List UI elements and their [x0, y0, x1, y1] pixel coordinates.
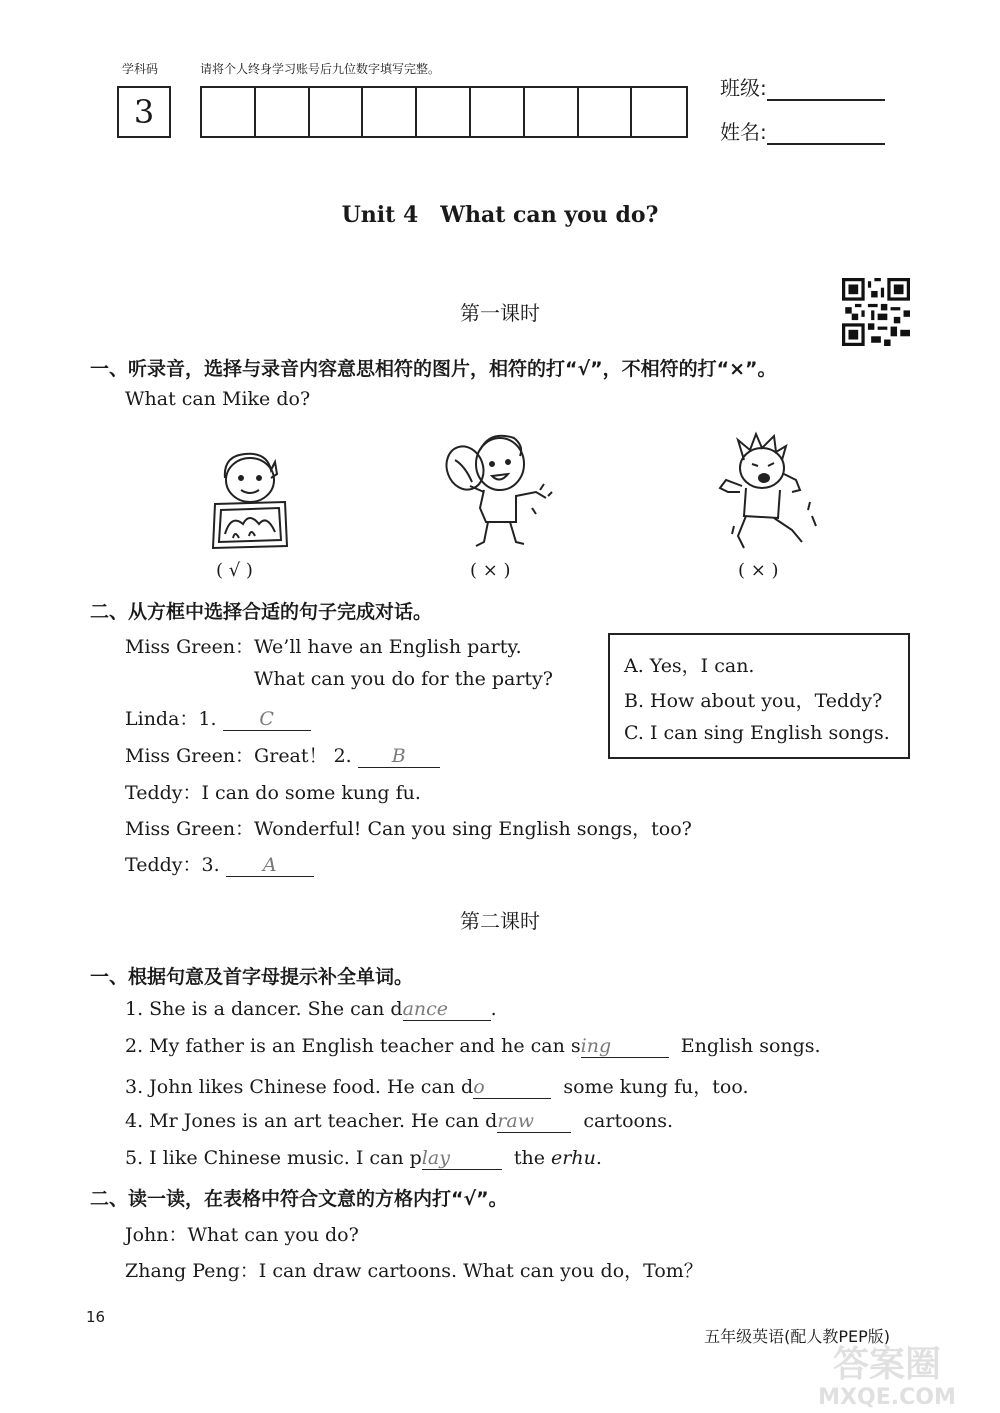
- word-item-text: 2. My father is an English teacher and he can s: [125, 1035, 581, 1057]
- word-blank-1[interactable]: ance: [403, 998, 491, 1021]
- word-item-3: [125, 1072, 748, 1099]
- answer-blank-3[interactable]: A: [226, 854, 314, 877]
- word-item-text: 5. I like Chinese music. I can p: [125, 1147, 422, 1169]
- answer-blank-2[interactable]: B: [358, 745, 440, 768]
- digit-box[interactable]: [310, 88, 364, 136]
- unit-title: Unit 4 What can you do?: [341, 202, 659, 228]
- dialogue-speaker-linda: Linda：1.: [125, 708, 217, 730]
- word-item-end: the: [513, 1147, 552, 1169]
- word-item-text: 1. She is a dancer. She can d: [125, 998, 403, 1020]
- word-item-period: .: [595, 1147, 602, 1169]
- answer-mark-2: ( × ): [470, 560, 511, 581]
- answer-blank-1[interactable]: C: [223, 708, 311, 731]
- erhu-word: erhu: [551, 1147, 596, 1169]
- answer-mark-3: ( × ): [738, 560, 779, 581]
- class-field[interactable]: [720, 72, 885, 101]
- word-item-end: some kung fu，too.: [563, 1076, 749, 1098]
- class-line[interactable]: [767, 81, 885, 101]
- name-label: 姓名:: [720, 120, 767, 144]
- dialogue-line-3: [125, 704, 311, 731]
- lesson2-title: 第二课时: [460, 909, 540, 933]
- lesson2-q2-title: 二、读一读，在表格中符合文意的方格内打“√”。: [90, 1188, 508, 1210]
- lesson2-q1-title: 一、根据句意及首字母提示补全单词。: [90, 966, 414, 988]
- boy-dancing-illustration: [440, 426, 555, 556]
- dialogue-line-2: What can you do for the party?: [254, 668, 553, 690]
- dialogue-line-7: [125, 850, 314, 877]
- lesson1-q2-title: 二、从方框中选择合适的句子完成对话。: [90, 601, 433, 623]
- account-number-boxes[interactable]: [200, 86, 688, 138]
- word-item-text: 3. John likes Chinese food. He can d: [125, 1076, 474, 1098]
- word-item-1: [125, 998, 497, 1021]
- class-label: 班级:: [720, 76, 767, 100]
- word-item-2: [125, 1035, 821, 1058]
- watermark-url: MXQE.COM: [818, 1385, 956, 1410]
- subject-code-label: 学科码: [122, 62, 159, 76]
- digit-box[interactable]: [579, 88, 633, 136]
- dialogue-line-5: Teddy：I can do some kung fu.: [125, 782, 421, 804]
- options-box: [608, 633, 910, 759]
- dialogue-speaker-teddy: Teddy：3.: [125, 854, 220, 876]
- word-item-text: 4. Mr Jones is an art teacher. He can d: [125, 1110, 498, 1132]
- word-item-end: English songs.: [680, 1035, 821, 1057]
- digit-box[interactable]: [417, 88, 471, 136]
- lesson1-q1-title: 一、听录音，选择与录音内容意思相符的图片，相符的打“√”，不相符的打“×”。: [90, 358, 777, 380]
- subject-code-box: 3: [117, 86, 171, 138]
- lesson1-title: 第一课时: [460, 301, 540, 325]
- word-item-4: [125, 1110, 673, 1133]
- dialogue-line-4: [125, 741, 440, 768]
- boy-painting-illustration: [205, 448, 295, 558]
- word-blank-5[interactable]: lay: [422, 1147, 502, 1170]
- answer-mark-1: ( √ ): [216, 560, 253, 581]
- option-c: C. I can sing English songs.: [624, 722, 890, 744]
- digit-box[interactable]: [471, 88, 525, 136]
- word-item-end: .: [490, 998, 497, 1020]
- reading-line-2: Zhang Peng：I can draw cartoons. What can you do，Tom？: [125, 1260, 703, 1282]
- page-number: 16: [86, 1308, 106, 1326]
- dialogue-speaker-green: Miss Green：Great！ 2.: [125, 745, 352, 767]
- word-blank-2[interactable]: ing: [581, 1035, 669, 1058]
- digit-box[interactable]: [202, 88, 256, 136]
- reading-line-1: John：What can you do?: [125, 1224, 359, 1246]
- name-line[interactable]: [767, 125, 885, 145]
- digit-box[interactable]: [632, 88, 686, 136]
- dialogue-line-1: Miss Green：We’ll have an English party.: [125, 636, 522, 658]
- book-title: 五年级英语(配人教PEP版): [704, 1327, 890, 1346]
- word-item-end: cartoons.: [583, 1110, 673, 1132]
- name-field[interactable]: [720, 116, 885, 145]
- watermark-text: 答案圈: [832, 1344, 942, 1385]
- word-blank-3[interactable]: o: [473, 1076, 551, 1099]
- word-blank-4[interactable]: raw: [497, 1110, 571, 1133]
- option-b: B. How about you，Teddy?: [624, 690, 883, 712]
- word-item-5: [125, 1147, 602, 1170]
- digit-box[interactable]: [363, 88, 417, 136]
- lesson1-q1-prompt: What can Mike do?: [125, 388, 311, 410]
- account-instruction: 请将个人终身学习账号后九位数字填写完整。: [200, 62, 441, 76]
- digit-box[interactable]: [256, 88, 310, 136]
- watermark-logo: [792, 1330, 982, 1410]
- option-a: A. Yes，I can.: [624, 655, 755, 677]
- digit-box[interactable]: [525, 88, 579, 136]
- boy-singing-illustration: [712, 430, 827, 555]
- dialogue-line-6: Miss Green：Wonderful! Can you sing English songs，too?: [125, 818, 692, 840]
